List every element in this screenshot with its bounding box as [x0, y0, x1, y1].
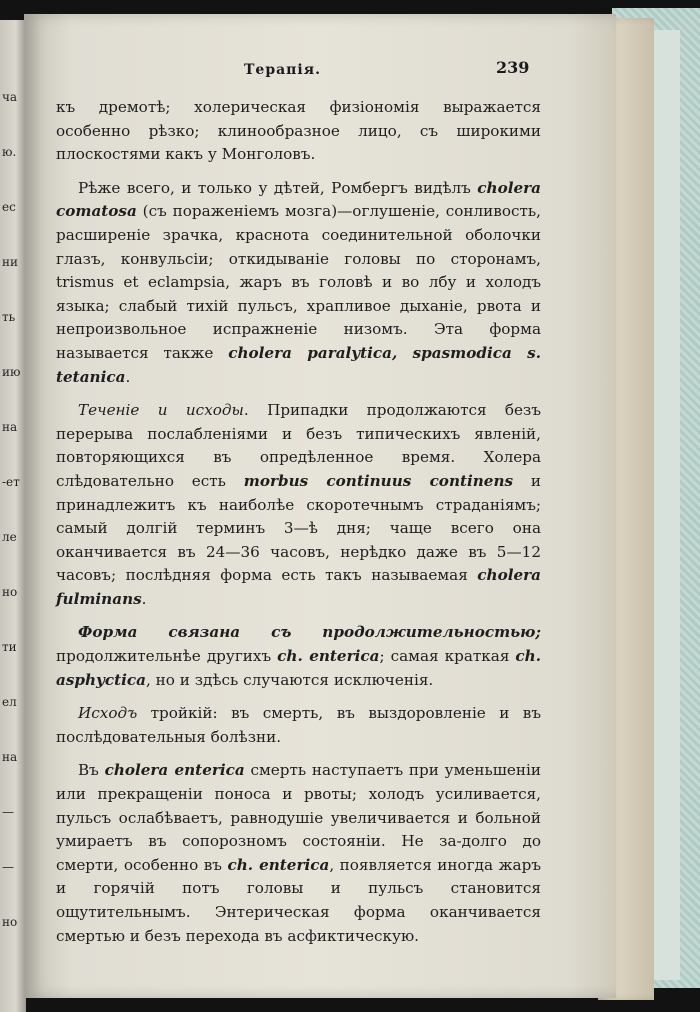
emphasis-text: cholera enterica: [104, 761, 245, 780]
facing-page-fragment: но: [2, 585, 18, 599]
emphasis-text: Теченіе и исходы: [78, 401, 244, 420]
text-run: .: [125, 367, 131, 386]
book-page: [24, 14, 616, 998]
text-run: , появляется иногда жаръ и горячій потъ головы и пульсъ становится ощутительнымъ. Энтерическая форма оканчивается смертью и безъ перехода въ асфиктическую.: [56, 855, 541, 945]
facing-page-edge: [0, 20, 26, 1012]
facing-page-fragment: ти: [2, 640, 17, 654]
text-run: къ дремотѣ; холерическая физіономія выражается особенно рѣзко; клинообразное лицо, съ широкими плоскостями какъ у Монголовъ.: [56, 98, 541, 164]
page-number: 239: [496, 58, 530, 77]
body-text: [56, 96, 541, 948]
text-run: ; самая краткая: [379, 647, 516, 666]
facing-page-fragment: —: [2, 805, 14, 819]
facing-page-fragment: ю.: [2, 145, 17, 159]
emphasis-text: cholera paralytica, spasmodica s. tetanica: [56, 343, 541, 386]
text-run: (съ пораженіемъ мозга)—оглушеніе, сонливость, расширеніе зрачка, краснота соединительной оболочки глазъ, конвульсіи; откидываніе головы по сторонамъ, trismus et eclampsia, жаръ въ головѣ и во лбу и холодъ языка; слабый тихій пульсъ, храпливое дыханіе, рвота и непроизвольное испражненіе низомъ. Эта форма называется также: [56, 202, 541, 362]
facing-page-fragment: -ет: [2, 475, 20, 489]
facing-page-fragment: ни: [2, 255, 18, 269]
facing-page-fragment: на: [2, 750, 18, 764]
facing-page-fragment: ел: [2, 695, 17, 709]
text-run: Рѣже всего, и только у дѣтей, Ромбергъ видѣлъ: [78, 178, 478, 197]
facing-page-fragment: ле: [2, 530, 17, 544]
emphasis-text: cholera fulminans: [56, 566, 541, 608]
emphasis-text: Исходъ: [78, 704, 138, 723]
paragraph-p3: [56, 399, 541, 611]
text-run: , но и здѣсь случаются исключенія.: [146, 670, 434, 689]
emphasis-text: cholera comatosa: [56, 178, 541, 221]
facing-page-fragment: ию: [2, 365, 21, 379]
paragraph-p2: [56, 177, 541, 389]
paragraph-p6: [56, 759, 541, 948]
facing-page-fragment: но: [2, 915, 18, 929]
emphasis-text: Форма связана съ продолжительностью;: [78, 623, 541, 642]
text-run: смерть наступаетъ при уменьшеніи или прекращеніи поноса и рвоты; холодъ усиливается, пульсъ ослабѣваетъ, равнодушіе увеличивается и больной умираетъ въ сопорозномъ состояніи. Не за-долго до смерти, особенно въ: [56, 761, 541, 874]
facing-page-fragment: ес: [2, 200, 16, 214]
facing-page-fragment: ча: [2, 90, 18, 104]
running-header: [24, 54, 616, 80]
facing-page-fragment: ть: [2, 310, 16, 324]
paragraph-p1: [56, 96, 541, 167]
facing-page-fragment: на: [2, 420, 18, 434]
text-run: .: [141, 589, 147, 608]
text-run: и принадлежитъ къ наиболѣе скоротечнымъ страданіямъ; самый долгій терминъ 3—ѣ дня; чаще всего она оканчивается въ 24—36 часовъ, нерѣдко даже въ 5—12 часовъ; послѣдняя форма есть такъ называемая: [56, 471, 542, 585]
emphasis-text: ch. asphyctica: [56, 647, 541, 689]
facing-page-fragment: —: [2, 860, 14, 874]
paragraph-p5: [56, 702, 541, 749]
paragraph-p4: [56, 621, 541, 692]
emphasis-text: morbus continuus continens: [243, 471, 514, 490]
text-run: продолжительнѣе другихъ: [56, 647, 278, 666]
text-run: Въ: [78, 761, 105, 780]
text-run: . Припадки продолжаются безъ перерыва послабленіями и безъ типическихъ явленій, повторяющихся въ опредѣленное время. Холера слѣдовательно есть: [56, 401, 541, 490]
text-run: тройкій: въ смерть, въ выздоровленіе и въ послѣдовательныя болѣзни.: [56, 704, 541, 746]
emphasis-text: ch. enterica: [277, 647, 380, 666]
emphasis-text: ch. enterica: [227, 855, 330, 874]
header-title: Терапія.: [244, 62, 321, 78]
